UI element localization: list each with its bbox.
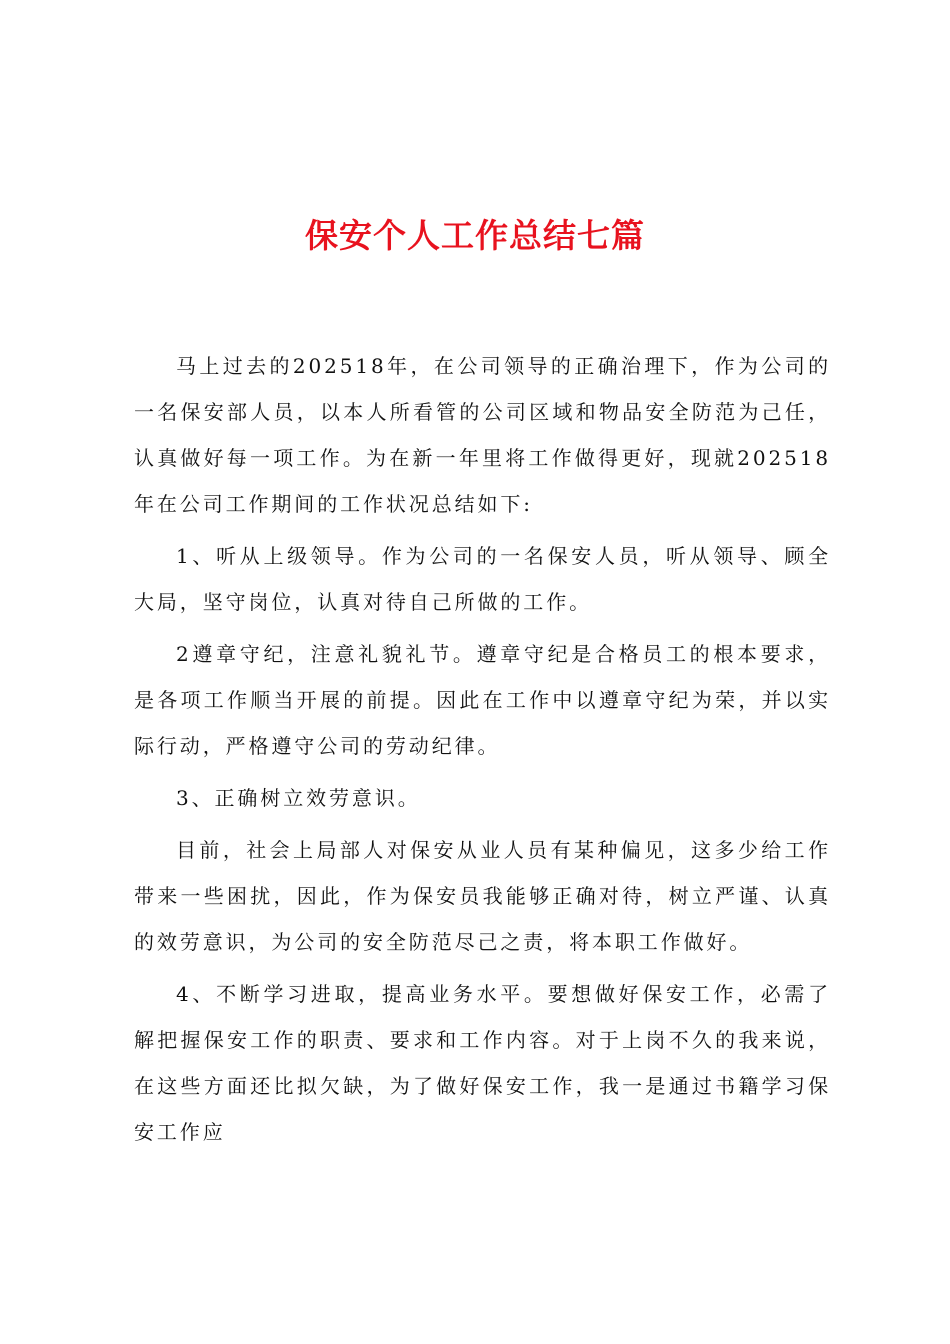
paragraph-item-3: 3、正确树立效劳意识。 (176, 786, 421, 810)
paragraph-intro: 马上过去的202518年，在公司领导的正确治理下，作为公司的一名保安部人员，以本人所看管的公司区域和物品安全防范为己任，认真做好每一项工作。为在新一年里将工作做得更好，现就202518年在公司工作期间的工作状况总结如下: (134, 354, 831, 516)
paragraph-item-2: 2遵章守纪，注意礼貌礼节。遵章守纪是合格员工的根本要求，是各项工作顺当开展的前提。因此在工作中以遵章守纪为荣，并以实际行动，严格遵守公司的劳动纪律。 (134, 642, 831, 758)
paragraph-item-1: 1、听从上级领导。作为公司的一名保安人员，听从领导、顾全大局，坚守岗位，认真对待自己所做的工作。 (134, 544, 831, 614)
paragraph-item-3-detail: 目前，社会上局部人对保安从业人员有某种偏见，这多少给工作带来一些困扰，因此，作为保安员我能够正确对待，树立严谨、认真的效劳意识，为公司的安全防范尽己之责，将本职工作做好。 (134, 838, 831, 954)
paragraph-item-4: 4、不断学习进取，提高业务水平。要想做好保安工作，必需了解把握保安工作的职责、要求和工作内容。对于上岗不久的我来说，在这些方面还比拟欠缺，为了做好保安工作，我一是通过书籍学习保安工作应 (134, 982, 831, 1144)
document-title: 保安个人工作总结七篇 (305, 216, 645, 255)
document-body (134, 343, 831, 1161)
